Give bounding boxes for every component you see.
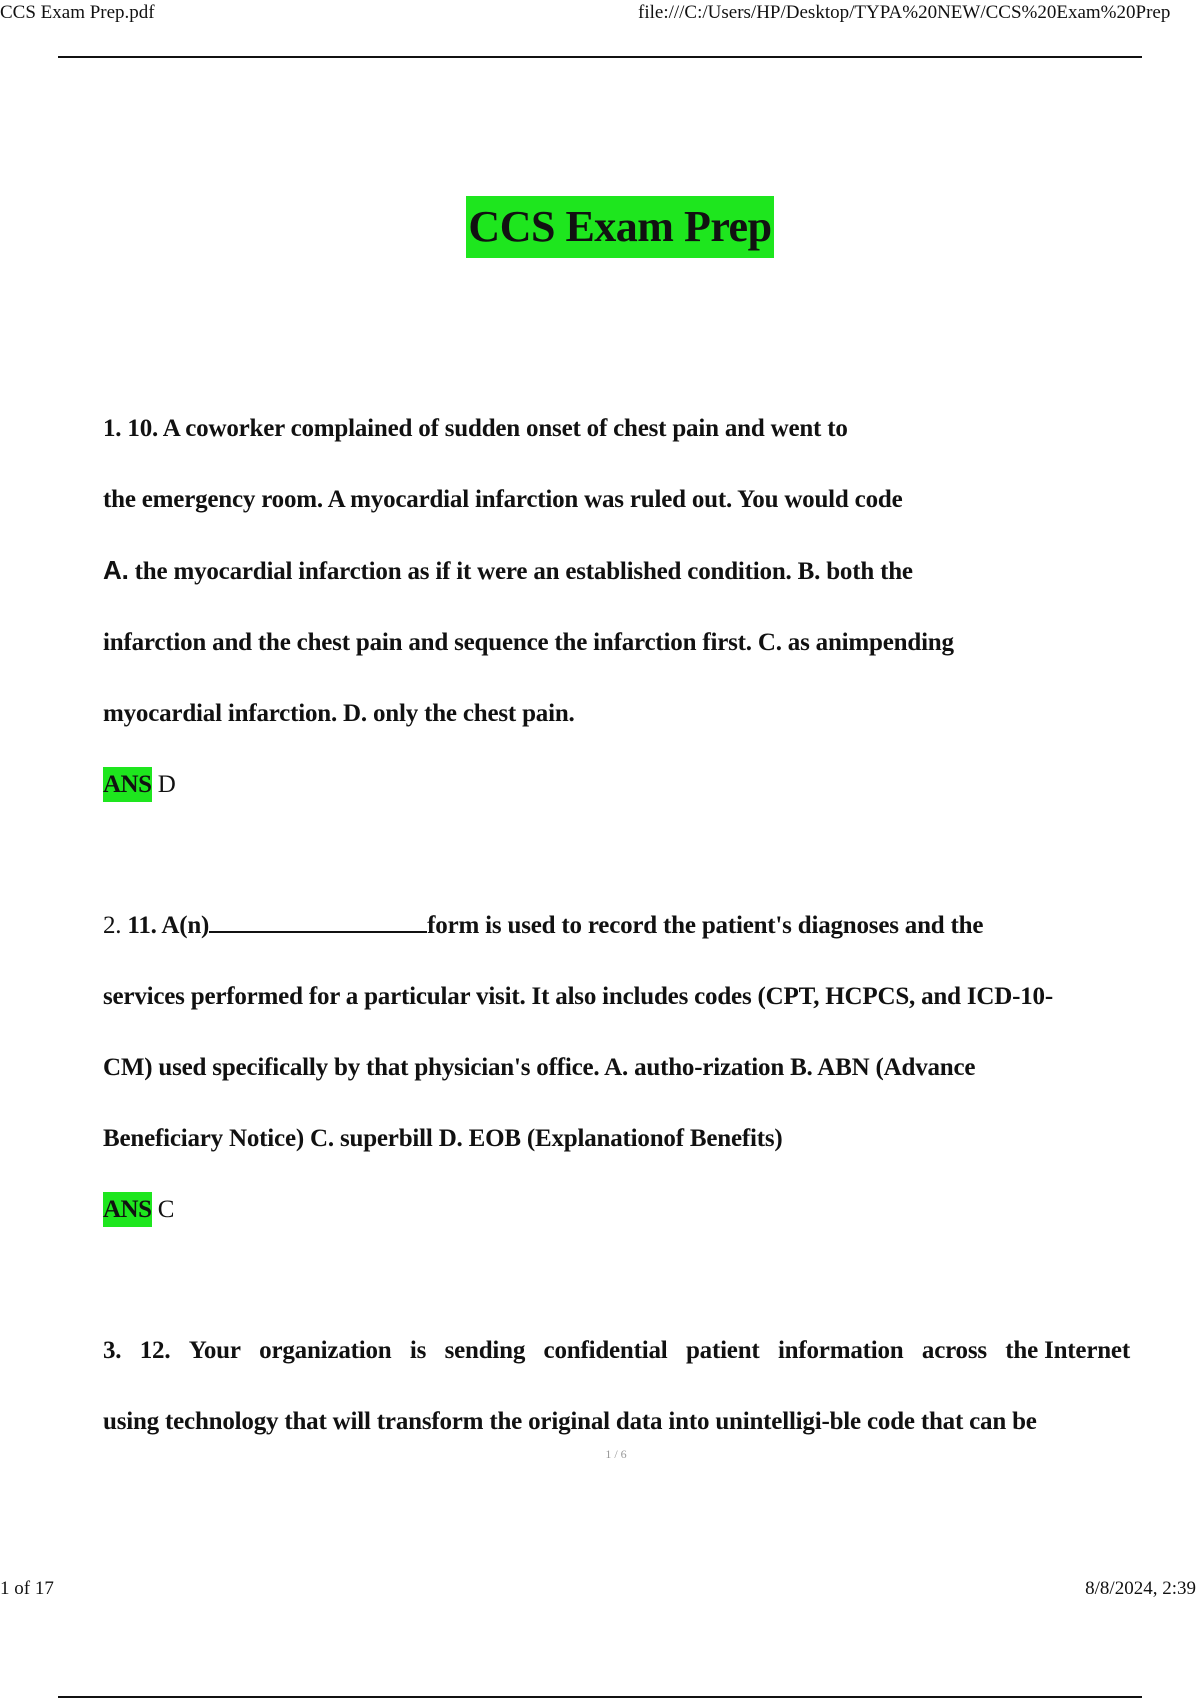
question-line — [103, 393, 1133, 464]
question-2 — [103, 890, 1133, 1245]
answer-label: ANS — [103, 767, 152, 802]
document-title-wrap — [0, 196, 1200, 258]
inner-page-number: 1 / 6 — [605, 1447, 627, 1461]
print-footer-timestamp: 8/8/2024, 2:39 — [1085, 1578, 1196, 1599]
question-text-suffix: form is used to record the patient's diagnoses and the — [427, 912, 984, 939]
answer-value: D — [157, 771, 176, 798]
question-number: 1. — [103, 415, 122, 442]
answer-label: ANS — [103, 1192, 152, 1227]
question-line: services performed for a particular visit. It also includes codes (CPT, HCPCS, and ICD-10- — [103, 983, 1053, 1010]
spacer — [103, 1245, 1133, 1315]
footer-divider — [58, 1696, 1142, 1698]
question-line: using technology that will transform the original data into unintelligi-ble code that can be — [103, 1408, 1037, 1435]
question-word: across — [921, 1337, 987, 1364]
header-divider — [58, 56, 1142, 58]
option-a-label: A. — [103, 555, 129, 585]
question-word: sending — [444, 1337, 526, 1364]
question-line: the emergency room. A myocardial infarction was ruled out. You would code — [103, 486, 903, 513]
spacer — [103, 820, 1133, 890]
document-body — [103, 393, 1133, 1457]
print-footer-page-indicator: 1 of 17 — [0, 1578, 54, 1599]
answer-value: C — [157, 1196, 175, 1223]
question-number: 3. — [103, 1337, 122, 1364]
print-header-file-path: file:///C:/Users/HP/Desktop/TYPA%20NEW/CCS%20Exam%20Prep — [638, 2, 1171, 23]
question-line: myocardial infarction. D. only the chest pain. — [103, 700, 575, 727]
question-word: confidential — [543, 1337, 668, 1364]
question-text: 10. A coworker complained of sudden onset of chest pain and went to — [127, 415, 848, 442]
question-text-prefix: 11. A(n) — [127, 912, 210, 939]
question-line-justified — [103, 1315, 1130, 1386]
answer-line — [103, 1174, 1133, 1245]
question-line: Beneficiary Notice) C. superbill D. EOB (Explanationof Benefits) — [103, 1125, 783, 1152]
question-line — [103, 535, 1133, 607]
answer-line — [103, 749, 1133, 820]
question-number: 2. — [103, 912, 122, 939]
document-title: CCS Exam Prep — [466, 196, 773, 258]
question-word: Your — [188, 1337, 241, 1364]
question-word: 12. — [139, 1337, 171, 1364]
question-word: patient — [685, 1337, 760, 1364]
question-word: organization — [259, 1337, 392, 1364]
question-3 — [103, 1315, 1133, 1457]
fill-in-blank — [209, 911, 427, 933]
question-line — [103, 890, 1133, 961]
question-text: the myocardial infarction as if it were an established condition. B. both the — [134, 558, 913, 585]
question-line: CM) used specifically by that physician's office. A. autho-rization B. ABN (Advance — [103, 1054, 976, 1081]
question-1 — [103, 393, 1133, 820]
print-header-file-title: CCS Exam Prep.pdf — [0, 2, 155, 23]
question-word: is — [409, 1337, 427, 1364]
question-line: infarction and the chest pain and sequence the infarction first. C. as animpending — [103, 629, 954, 656]
question-word: information — [777, 1337, 904, 1364]
question-word: the Internet — [1005, 1337, 1130, 1364]
